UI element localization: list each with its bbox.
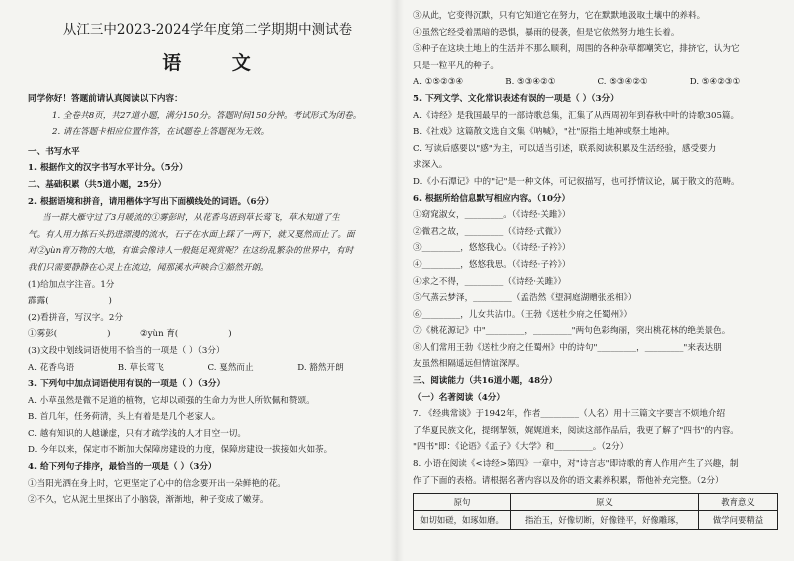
q5-option-c-cont: 求深入。 bbox=[413, 160, 448, 171]
q4-option-c: C. ⑤③④②① bbox=[597, 77, 648, 88]
table-cell-original: 如切如磋，如琢如磨。 bbox=[414, 511, 511, 530]
greeting: 同学你好！答题前请认真阅读以下内容： bbox=[28, 94, 183, 104]
question-2-2: (2)看拼音，写汉字。2分 bbox=[28, 312, 123, 323]
q7-line-3: "四书"即：《论语》《孟子》《大学》和_________。（2分） bbox=[413, 442, 629, 453]
option-d: D. 豁然开朗 bbox=[297, 362, 344, 373]
q6-item-7: ⑥_________，儿女共沾巾。（王勃《送杜少府之任蜀州》） bbox=[413, 309, 633, 320]
passage-line-1: 当一群大雁守过了3月暖流的①雾彭时，从花香鸟语到草长莺飞，草木知道了生 bbox=[42, 213, 340, 224]
q2-2-prompt-a: ①雾彭( bbox=[28, 329, 58, 340]
q8-line-2: 作了下面的表格。请根据名著内容以及你的语文素养积累，帮他补充完整。（2分） bbox=[413, 475, 724, 486]
q4-sentence-3: ③从此，它变得沉默，只有它知道它在努力，它在默默地汲取土壤中的养料。 bbox=[413, 11, 706, 21]
table-header-row bbox=[414, 494, 778, 511]
question-2-1-answer: 霹露( ) bbox=[28, 296, 112, 307]
q7-line-2: 了华夏民族文化，提纲挈领，娓娓道来，阅读这部作品后，我更了解了"四书"的内容。 bbox=[413, 425, 739, 436]
passage-line-2: 气。有人用力拣石头扔进漂漫的流水，石子在水面上踩了一两下，就又戛然而止了。面 bbox=[28, 229, 355, 240]
q5-option-c: C. 写读后感要以"感"为主，可以适当引述，联系阅读积累及生活经验，感受要力 bbox=[413, 143, 717, 154]
q3-option-a: A. 小草虽然是微不足道的植物，它却以顽强的生命力为世人所钦佩和赞颂。 bbox=[28, 395, 315, 406]
question-2-1: (1)给加点字注音。1分 bbox=[28, 279, 115, 290]
reading-table bbox=[413, 493, 778, 530]
right-page bbox=[397, 0, 794, 561]
q4-option-a: A. ①⑤②③④ bbox=[413, 77, 464, 88]
option-b: B. 草长莺飞 bbox=[117, 362, 164, 373]
question-5: 5. 下列文学、文化常识表述有误的一项是（ ）（3分） bbox=[413, 93, 619, 104]
q4-sentence-1: ①当阳光洒在身上时，它更坚定了心中的信念要开出一朵鲜艳的花。 bbox=[28, 478, 286, 489]
question-4-options bbox=[413, 74, 782, 91]
q4-sentence-5-cont: 只是一粒平凡的种子。 bbox=[413, 60, 499, 71]
subject-heading: 语 文 bbox=[162, 52, 273, 74]
exam-title: 从江三中2023-2024学年度第二学期期中测试卷 bbox=[62, 22, 353, 38]
q6-item-8: ⑦《桃花源记》中"_________，_________"两句色彩绚丽，突出桃花林的绝美景色。 bbox=[413, 326, 731, 337]
q2-1-prompt: 霹露( bbox=[28, 296, 49, 307]
subsection-1-heading: （一）名著阅读（4分） bbox=[413, 392, 505, 403]
table-cell-meaning: 指治玉，好像切断，好像锉平，好像雕琢， bbox=[511, 511, 699, 530]
question-2-2-answer: ①雾彭( ) ②yùn 育( ) bbox=[28, 329, 232, 340]
q6-item-6: ⑤气蒸云梦泽，_________（孟浩然《望洞庭湖赠张丞相》） bbox=[413, 293, 637, 304]
question-6: 6. 根据所给信息默写相应内容。（10分） bbox=[413, 193, 571, 204]
q6-item-4: ④_________，悠悠我思。（《诗经·子衿》） bbox=[413, 259, 571, 270]
q5-option-b: B.《社戏》这篇散文选自文集《呐喊》，"社"原指土地神或祭土地神。 bbox=[413, 127, 675, 138]
section-3-heading: 三、阅读能力（共16道小题，48分） bbox=[413, 376, 558, 387]
q5-option-d: D.《小石潭记》中的"记"是一种文体，可记叙描写，也可抒情议论，属于散文的范畴。 bbox=[413, 176, 740, 187]
q4-sentence-2: ②不久，它从泥土里探出了小脑袋，渐渐地，种子变成了嫩芽。 bbox=[28, 495, 269, 506]
q7-line-1: 7. 《经典常谈》于1942年，作者_________（人名）用十三篇文字要言不烦地介绍 bbox=[413, 409, 726, 420]
q2-2-prompt-b: ②yùn 育( bbox=[139, 329, 179, 340]
q6-item-9-cont: 友虽然相隔遥远但情谊深厚。 bbox=[413, 359, 525, 370]
q4-sentence-5: ⑤种子在这块土地上的生活并不那么顺利，周围的各种杂草都嘲笑它，排挤它，认为它 bbox=[413, 44, 740, 55]
q4-option-b: B. ⑤③④②① bbox=[505, 77, 556, 88]
q5-option-a: A.《诗经》是我国最早的一部诗歌总集，汇集了从西周初年到春秋中叶的诗歌305篇。 bbox=[413, 110, 740, 121]
table-cell-significance: 做学问要精益 bbox=[699, 511, 778, 530]
q2-2-close: ) bbox=[228, 329, 232, 340]
passage-line-3: 对②yùn育万物的大地，有谁会像诗人一般挺足观赏呢？在这纷乱繁杂的世界中，有时 bbox=[28, 246, 354, 257]
q6-item-9: ⑧人们常用王勃《送杜少府之任蜀州》中的诗句"_________，_________"来表达朋 bbox=[413, 342, 722, 353]
question-2-3: (3)文段中划线词语使用不恰当的一项是（ ）（3分） bbox=[28, 345, 225, 356]
option-c: C. 戛然而止 bbox=[207, 362, 254, 373]
section-2-heading: 二、基础积累（共5道小题，25分） bbox=[28, 179, 167, 190]
option-a: A. 花香鸟语 bbox=[28, 362, 75, 373]
question-3: 3. 下列句中加点词语使用有误的一项是（ ）（3分） bbox=[28, 379, 226, 390]
instruction-2: 2. 请在答题卡相应位置作答，在试题卷上答题视为无效。 bbox=[52, 127, 270, 138]
question-2-3-options bbox=[28, 360, 387, 377]
question-1: 1. 根据作文的汉字书写水平计分。（5分） bbox=[28, 163, 188, 174]
question-2: 2. 根据语境和拼音，请用楷体字写出下面横线处的词语。（6分） bbox=[28, 196, 274, 207]
q3-option-d: D. 今年以来，保定市不断加大保障房建设的力度，保障房建设一拔接如火如荼。 bbox=[28, 445, 333, 456]
q8-line-1: 8. 小语在阅读《<诗经>第四》一章中，对"诗言志"即诗歌的育人作用产生了兴趣，制 bbox=[413, 459, 739, 470]
table-header-significance: 教育意义 bbox=[699, 494, 778, 511]
passage-line-4: 我们只需要静静在心灵上在流边，闻那溪水声映合①豁然开朗。 bbox=[28, 262, 269, 273]
instruction-1: 1. 全卷共8页，共27道小题，满分150分。答题时间150分钟。考试形式为闭卷。 bbox=[52, 110, 362, 121]
q4-option-d: D. ⑤④②③① bbox=[689, 77, 741, 88]
q6-item-5: ④求之不得，_________（《诗经·关雎》） bbox=[413, 276, 567, 287]
table-header-meaning: 原义 bbox=[511, 494, 699, 511]
question-4: 4. 给下列句子排序，最恰当的一项是（ ）（3分） bbox=[28, 462, 217, 473]
section-1-heading: 一、书写水平 bbox=[28, 146, 80, 157]
table-row bbox=[414, 511, 778, 530]
table-header-original: 原句 bbox=[414, 494, 511, 511]
q6-item-1: ①窈窕淑女，_________。（《诗经·关雎》） bbox=[413, 210, 571, 221]
q6-item-3: ③_________，悠悠我心。（《诗经·子衿》） bbox=[413, 243, 571, 254]
q3-option-c: C. 越有知识的人越谦虚，只有才疏学浅的人才目空一切。 bbox=[28, 428, 246, 439]
q4-sentence-4: ④虽然它经受着黑暗的恐惧，暴雨的侵袭，但是它依然努力地生长着。 bbox=[413, 27, 680, 38]
q6-item-2: ②微君之故，_________（《诗经·式微》） bbox=[413, 226, 567, 237]
q3-option-b: B. 首几年，任务荷清，头上有着是是几个老家人。 bbox=[28, 412, 221, 423]
